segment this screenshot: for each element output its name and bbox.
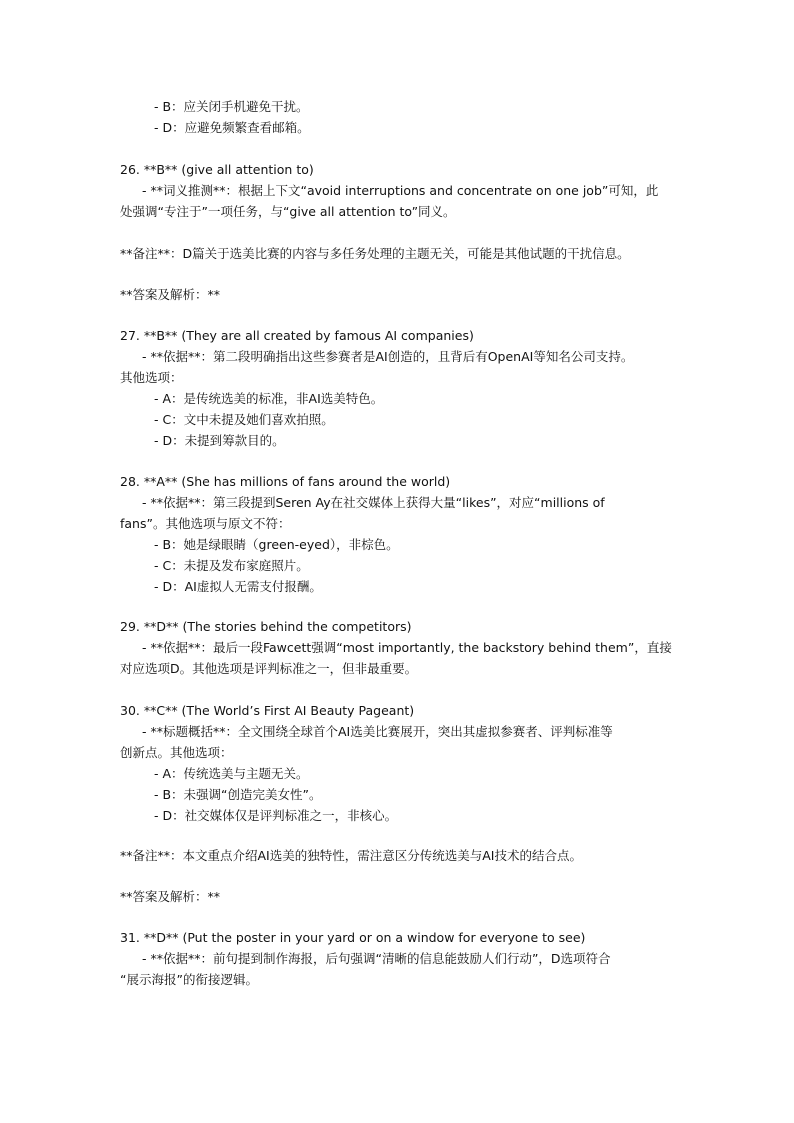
answer-30 bbox=[120, 700, 676, 826]
explanation-line: “展示海报”的衔接逻辑。 bbox=[120, 972, 258, 987]
explanation-line: - **标题概括**：全文围绕全球首个AI选美比赛展开，突出其虚拟参赛者、评判标准等 bbox=[142, 724, 613, 739]
explanation-line: - **词义推测**：根据上下文“avoid interruptions and concentrate on one job”可知，此 bbox=[142, 183, 659, 198]
answer-27 bbox=[120, 325, 676, 451]
explanation-line: 对应选项D。其他选项是评判标准之一，但非最重要。 bbox=[120, 661, 418, 676]
section-heading: **答案及解析：** bbox=[120, 889, 221, 904]
explanation-line: - **依据**：最后一段Fawcett强调“most importantly, the backstory behind them”，直接 bbox=[142, 640, 672, 655]
option-line: - A：传统选美与主题无关。 bbox=[154, 766, 309, 781]
note-paragraph bbox=[120, 845, 676, 866]
note-text: **备注**：本文重点介绍AI选美的独特性，需注意区分传统选美与AI技术的结合点。 bbox=[120, 848, 582, 863]
answer-heading: 29. **D** (The stories behind the competitors) bbox=[120, 619, 412, 634]
answer-31 bbox=[120, 927, 676, 990]
explanation-line: 其他选项： bbox=[120, 370, 183, 385]
answer-26-options-tail bbox=[120, 96, 676, 138]
answer-28 bbox=[120, 471, 676, 597]
answer-heading: 31. **D** (Put the poster in your yard or on a window for everyone to see) bbox=[120, 930, 586, 945]
section-heading: **答案及解析：** bbox=[120, 287, 221, 302]
explanation-line: 处强调“专注于”一项任务，与“give all attention to”同义。 bbox=[120, 204, 456, 219]
option-line: - B：未强调“创造完美女性”。 bbox=[154, 787, 322, 802]
answer-29 bbox=[120, 616, 676, 679]
answer-heading: 28. **A** (She has millions of fans around the world) bbox=[120, 474, 451, 489]
option-line: - D：未提到筹款目的。 bbox=[154, 433, 285, 448]
explanation-line: - **依据**：前句提到制作海报，后句强调“清晰的信息能鼓励人们行动”，D选项符合 bbox=[142, 951, 611, 966]
option-line: - B：应关闭手机避免干扰。 bbox=[154, 99, 309, 114]
option-line: - D：应避免频繁查看邮箱。 bbox=[154, 120, 310, 135]
explanation-line: - **依据**：第三段提到Seren Ay在社交媒体上获得大量“likes”，对应“millions of bbox=[142, 495, 605, 510]
answers-section-heading bbox=[120, 284, 676, 305]
option-line: - C：文中未提及她们喜欢拍照。 bbox=[154, 412, 334, 427]
explanation-line: fans”。其他选项与原文不符： bbox=[120, 516, 291, 531]
answer-26 bbox=[120, 159, 676, 222]
option-line: - A：是传统选美的标准，非AI选美特色。 bbox=[154, 391, 384, 406]
answer-heading: 30. **C** (The World’s First AI Beauty Pageant) bbox=[120, 703, 415, 718]
answer-heading: 27. **B** (They are all created by famous AI companies) bbox=[120, 328, 474, 343]
note-paragraph bbox=[120, 243, 676, 264]
answer-heading: 26. **B** (give all attention to) bbox=[120, 162, 314, 177]
option-line: - B：她是绿眼睛（green-eyed），非棕色。 bbox=[154, 537, 399, 552]
explanation-line: - **依据**：第二段明确指出这些参赛者是AI创造的，且背后有OpenAI等知名公司支持。 bbox=[142, 349, 634, 364]
option-line: - D：社交媒体仅是评判标准之一，非核心。 bbox=[154, 808, 398, 823]
note-text: **备注**：D篇关于选美比赛的内容与多任务处理的主题无关，可能是其他试题的干扰信息。 bbox=[120, 246, 630, 261]
explanation-line: 创新点。其他选项： bbox=[120, 745, 233, 760]
option-line: - C：未提及发布家庭照片。 bbox=[154, 558, 309, 573]
answers-section-heading bbox=[120, 886, 676, 907]
option-line: - D：AI虚拟人无需支付报酬。 bbox=[154, 579, 322, 594]
